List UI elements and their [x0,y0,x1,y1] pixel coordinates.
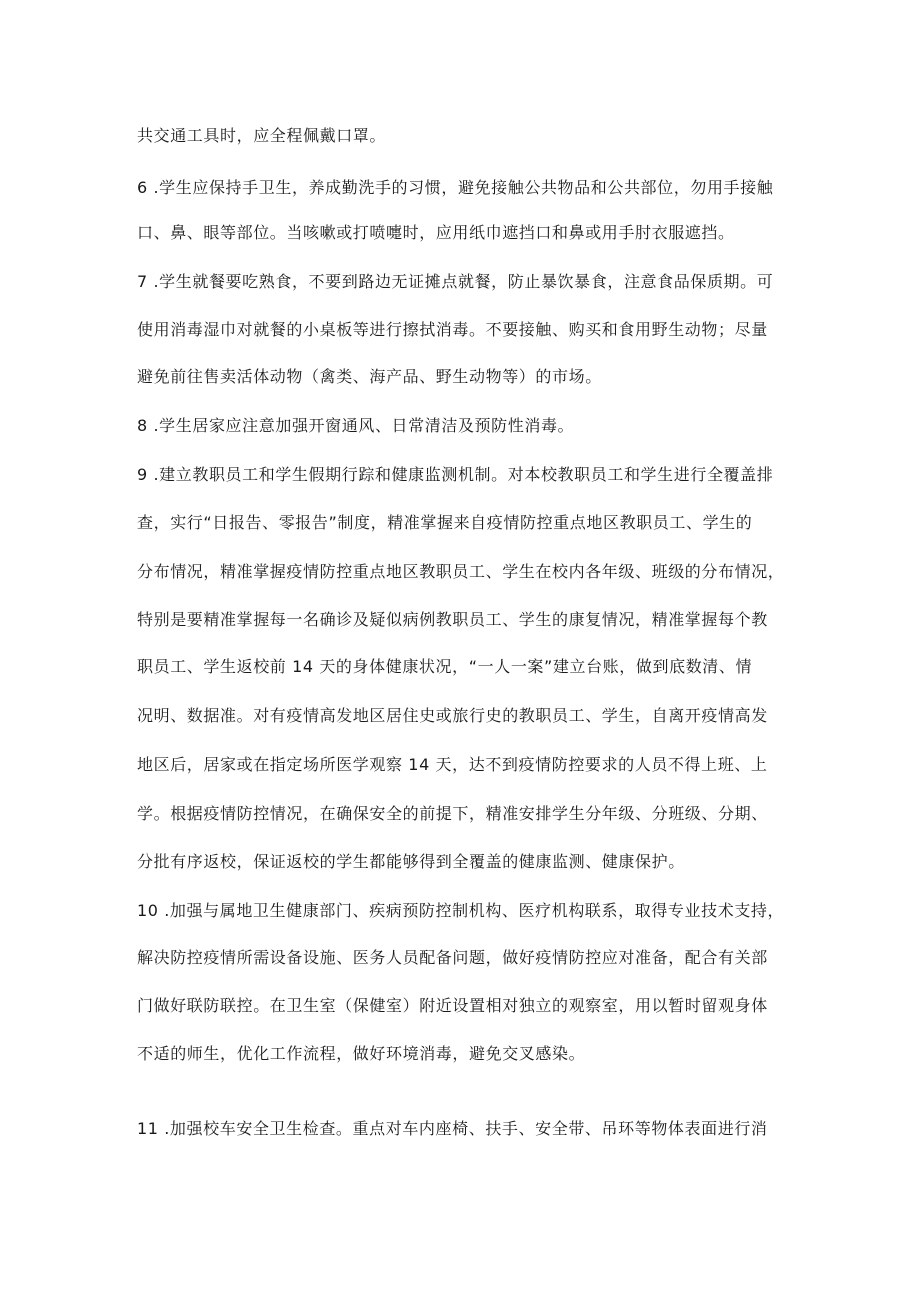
text-line-3: 口、鼻、眼等部位。当咳嗽或打喷嚏时，应用纸巾遮挡口和鼻或用手肘衣服遮挡。 [137,223,735,242]
text-line-2: 6 .学生应保持手卫生，养成勤洗手的习惯，避免接触公共物品和公共部位，勿用手接触 [137,178,774,197]
text-line-12: 职员工、学生返校前 14 天的身体健康状况，“一人一案”建立台账，做到底数清、情 [137,657,753,676]
text-line-7: 8 .学生居家应注意加强开窗通风、日常清洁及预防性消毒。 [137,416,575,435]
text-line-4: 7 .学生就餐要吃熟食，不要到路边无证摊点就餐，防止暴饮暴食，注意食品保质期。可 [137,272,774,291]
text-line-5: 使用消毒湿巾对就餐的小桌板等进行擦拭消毒。不要接触、购买和食用野生动物；尽量 [137,320,768,339]
text-line-16: 分批有序返校，保证返校的学生都能够得到全覆盖的健康监测、健康保护。 [137,852,685,871]
text-line-21: 11 .加强校车安全卫生检查。重点对车内座椅、扶手、安全带、吊环等物体表面进行消 [137,1119,768,1138]
text-line-8: 9 .建立教职员工和学生假期行踪和健康监测机制。对本校教职员工和学生进行全覆盖排 [137,465,774,484]
text-line-14: 地区后，居家或在指定场所医学观察 14 天，达不到疫情防控要求的人员不得上班、上 [137,755,768,774]
text-line-10: 分布情况，精准掌握疫情防控重点地区教职员工、学生在校内各年级、班级的分布情况， [137,562,785,581]
text-line-19: 门做好联防联控。在卫生室（保健室）附近设置相对独立的观察室，用以暂时留观身体 [137,996,768,1015]
text-line-15: 学。根据疫情防控情况，在确保安全的前提下，精准安排学生分年级、分班级、分期、 [137,804,768,823]
text-line-1: 共交通工具时，应全程佩戴口罩。 [137,126,387,145]
text-line-13: 况明、数据准。对有疫情高发地区居住史或旅行史的教职员工、学生，自离开疫情高发 [137,706,768,725]
text-line-9: 查，实行“日报告、零报告”制度，精准掌握来自疫情防控重点地区教职员工、学生的 [137,513,753,532]
text-line-17: 10 .加强与属地卫生健康部门、疾病预防控制机构、医疗机构联系，取得专业技术支持， [137,901,785,920]
text-line-18: 解决防控疫情所需设备设施、医务人员配备问题，做好疫情防控应对准备，配合有关部 [137,948,768,967]
text-line-11: 特别是要精准掌握每一名确诊及疑似病例教职员工、学生的康复情况，精准掌握每个教 [137,610,768,629]
text-line-20: 不适的师生，优化工作流程，做好环境消毒，避免交叉感染。 [137,1044,586,1063]
text-line-6: 避免前往售卖活体动物（禽类、海产品、野生动物等）的市场。 [137,367,602,386]
